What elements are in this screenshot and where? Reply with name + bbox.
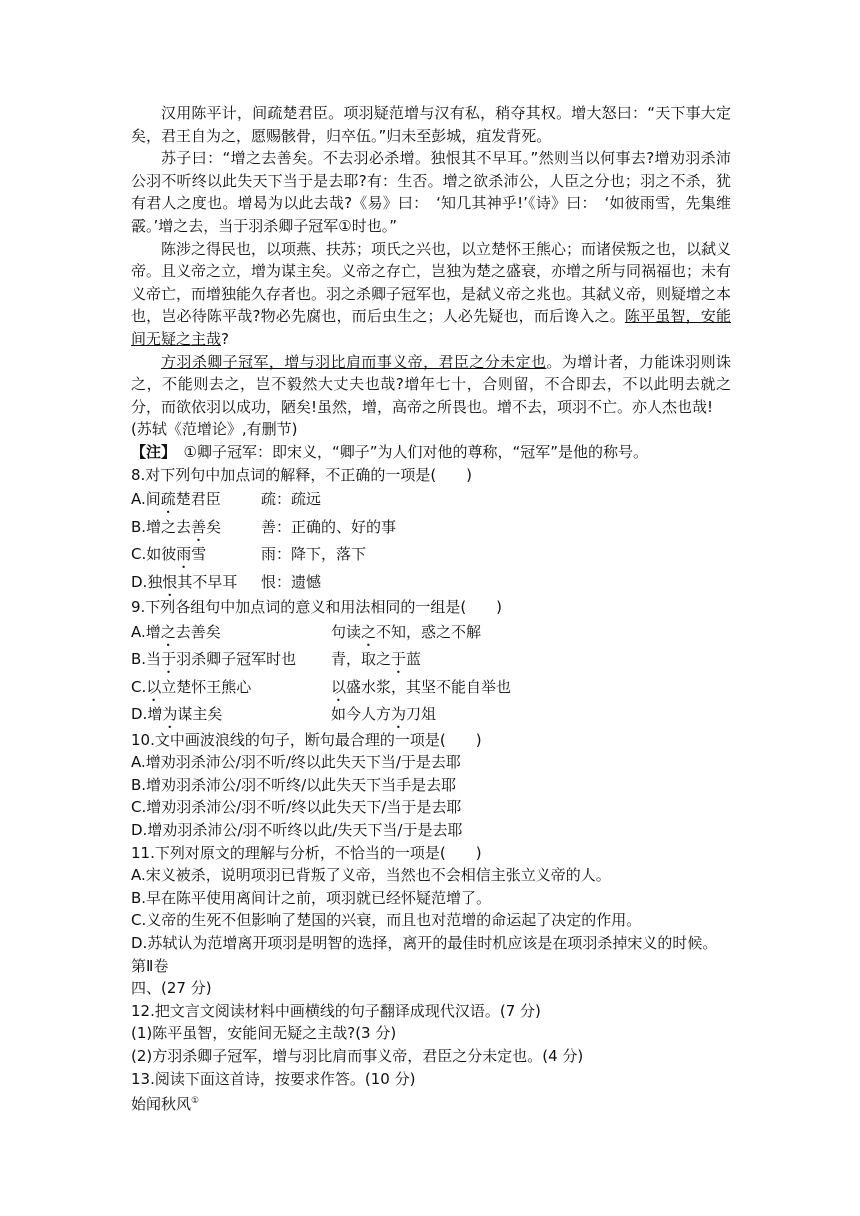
question-12-stem: 12.把文言文阅读材料中画横线的句子翻译成现代汉语。(7 分) [131, 1001, 541, 1020]
section-heading: 四、(27 分) [131, 979, 212, 998]
passage-paragraph-1: 汉用陈平计，间疏楚君臣。项羽疑范增与汉有私，稍夺其权。增大怒曰：“天下事大定矣，君王自为之，愿赐骸骨，归卒伍。”归未至彭城，疽发背死。 [131, 104, 731, 145]
option-gloss: 雨：降下，落下 [261, 545, 367, 564]
option-text: 雪 [191, 545, 207, 564]
question-8-option-b [131, 514, 731, 542]
question-8-option-a [131, 486, 731, 514]
question-11-stem: 11.下列对原文的理解与分析，不恰当的一项是( ) [131, 843, 482, 862]
question-9-stem: 9.下列各组句中加点词的意义和用法相同的一组是( ) [131, 598, 503, 617]
question-9-option-c [131, 674, 731, 702]
option-text: 谋主矣 [177, 705, 223, 724]
option-text: 羽杀卿子冠军时也 [176, 650, 297, 669]
option-text: 楚君臣 [175, 490, 221, 509]
option-text: 盛水浆，其坚不能自举也 [346, 677, 512, 696]
dotted-word: 疏 [160, 490, 176, 509]
option-text: D.独 [131, 572, 163, 591]
question-10-option-c: C.增劝羽杀沛公/羽不听/终以此失天下/当于是去耶 [131, 798, 462, 817]
question-9-option-d [131, 701, 731, 729]
option-text: 去善矣 [175, 622, 221, 641]
question-10-option-a: A.增劝羽杀沛公/羽不听/终以此失天下当/于是去耶 [131, 753, 461, 772]
question-11-option-a: A.宋义被杀，说明项羽已背叛了义帝，当然也不会相信主张立义帝的人。 [131, 866, 611, 885]
passage-source: (苏轼《范增论》,有删节) [131, 420, 298, 439]
question-10-stem: 10.文中画波浪线的句子，断句最合理的一项是( ) [131, 730, 482, 749]
option-text: 蓝 [406, 650, 422, 669]
poem-title [131, 1090, 731, 1116]
question-8-options [131, 486, 731, 596]
dotted-word: 于 [391, 650, 407, 669]
question-8-stem: 8.对下列句中加点词的解释，不正确的一项是( ) [131, 465, 473, 484]
option-text: 其不早耳 [177, 572, 238, 591]
question-8-option-d [131, 569, 731, 597]
note-label: 【注】 [131, 442, 169, 461]
note-text: ①卿子冠军：即宋义，“卿子”为人们对他的尊称，“冠军”是他的称号。 [168, 442, 649, 461]
option-gloss: 疏：疏远 [261, 490, 322, 509]
dotted-word: 于 [161, 650, 177, 669]
option-text: A.增 [131, 622, 161, 641]
option-text: B.当 [131, 650, 162, 669]
passage-paragraph-2: 苏子曰：“增之去善矣。不去羽必杀增。独恨其不早耳。”然则当以何事去?增劝羽杀沛公羽不听终以此失天下当于是去耶?有：生否。增之欲杀沛公，人臣之分也；羽之不杀，犹有君人之度也。增曷为以此去哉?《易》曰： ‘知几其神乎!’《诗》曰： ‘如彼雨雪，先集维霰。’增之去，当于羽杀卿子冠军①时也。” [131, 149, 731, 235]
passage-paragraph-4-text: 。为增计者，力能诛羽则诛之，不能则去之，岂不毅然大丈夫也哉?增年七十，合则留，不合即去，不以此明去就之分，而欲依羽以成功，陋矣!虽然，增，高帝之所畏也。增不去，项羽不亡。亦人杰也哉! [131, 352, 731, 416]
question-10-option-b: B.增劝羽杀沛公/羽不听终/以此失天下当手是去耶 [131, 775, 457, 794]
option-text: 刀俎 [406, 705, 437, 724]
option-text: 矣 [206, 517, 222, 536]
question-11-option-d: D.苏轼认为范增离开项羽是明智的选择，离开的最佳时机应该是在项羽杀掉宋义的时候。 [131, 934, 718, 953]
dotted-word: 恨 [162, 572, 178, 591]
dotted-word: 以 [146, 677, 162, 696]
question-10-option-d: D.增劝羽杀沛公/羽不听终以此/失天下当/于是去耶 [131, 821, 463, 840]
passage-note [131, 441, 731, 464]
option-text: 青，取之 [331, 650, 392, 669]
option-text: B.增之去 [131, 517, 192, 536]
dotted-word: 为 [162, 705, 178, 724]
poem-note-mark: ① [191, 1096, 200, 1107]
question-11-option-c: C.义帝的生死不但影响了楚国的兴衰，而且也对范增的命运起了决定的作用。 [131, 911, 642, 930]
option-text: A.间 [131, 490, 161, 509]
dotted-word: 为 [391, 705, 407, 724]
dotted-word: 以 [331, 677, 347, 696]
underlined-sentence-1: 陈平虽智，安能间无疑之主哉 [131, 307, 731, 348]
question-13-stem: 13.阅读下面这首诗，按要求作答。(10 分) [131, 1069, 416, 1088]
passage-paragraph-3-end: ? [221, 329, 229, 348]
option-text: 句读 [331, 622, 362, 641]
dotted-word: 雨 [176, 545, 192, 564]
volume-heading: 第Ⅱ卷 [131, 956, 169, 975]
question-12-part-2: (2)方羽杀卿子冠军，增与羽比肩而事义帝，君臣之分未定也。(4 分) [131, 1047, 584, 1065]
question-12-part-1: (1)陈平虽智，安能间无疑之主哉?(3 分) [131, 1024, 397, 1043]
question-11-option-b: B.早在陈平使用离间计之前，项羽就已经怀疑范增了。 [131, 888, 492, 907]
option-gloss: 善：正确的、好的事 [261, 517, 397, 536]
option-text: C.如彼 [131, 545, 177, 564]
passage-paragraph-3 [131, 238, 731, 351]
option-text: D.增 [131, 705, 163, 724]
question-8-option-c [131, 541, 731, 569]
poem-title-text: 始闻秋风 [131, 1095, 192, 1114]
underlined-sentence-2: 方羽杀卿子冠军，增与羽比肩而事义帝，君臣之分未定也 [161, 352, 547, 371]
dotted-word: 善 [191, 517, 207, 536]
question-9-option-a [131, 619, 731, 647]
question-9-option-b [131, 646, 731, 674]
option-text: C. [131, 677, 147, 696]
option-text: 如今人方 [331, 705, 392, 724]
option-gloss: 恨：遗憾 [261, 572, 322, 591]
question-9-options [131, 619, 731, 729]
option-text: 立楚怀王熊心 [161, 677, 252, 696]
option-text: 不知，惑之不解 [376, 622, 482, 641]
passage-paragraph-3-text: 陈涉之得民也，以项燕、扶苏；项氏之兴也，以立楚怀王熊心；而诸侯叛之也，以弑义帝。且义帝之立，增为谋主矣。义帝之存亡，岂独为楚之盛衰，亦增之所与同祸福也；未有义帝亡，而增独能久存者也。羽之杀卿子冠军也，是弑义帝之兆也。其弑义帝，则疑增之本也，岂必待陈平哉?物必先腐也，而后虫生之；人必先疑也，而后谗入之。 [131, 239, 732, 326]
dotted-word: 之 [361, 622, 377, 641]
exam-content [131, 102, 731, 1116]
dotted-word: 之 [160, 622, 176, 641]
passage-paragraph-4 [131, 351, 731, 419]
